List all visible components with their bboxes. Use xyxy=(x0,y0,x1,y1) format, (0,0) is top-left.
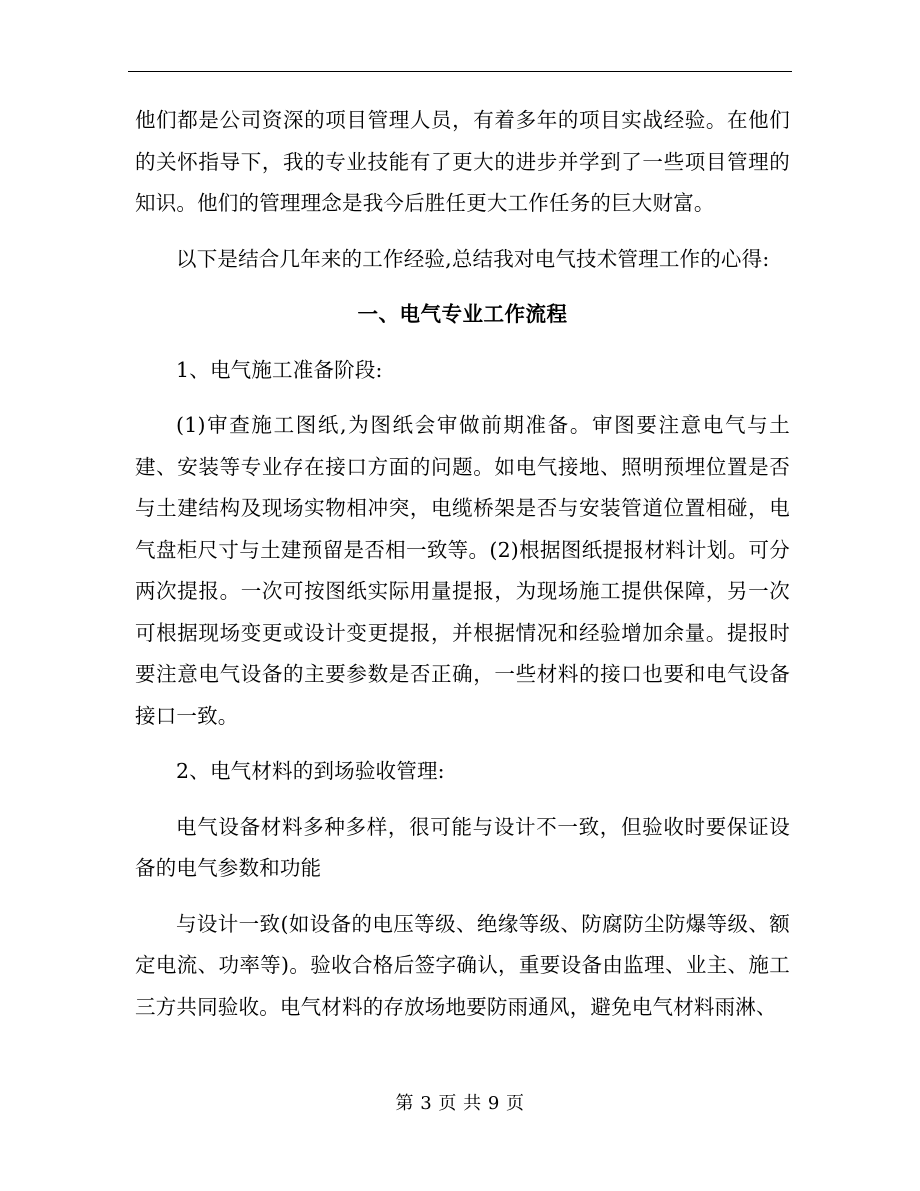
paragraph-preparation: (1)审查施工图纸,为图纸会审做前期准备。审图要注意电气与土建、安装等专业存在接口方面的问题。如电气接地、照明预埋位置是否与土建结构及现场实物相冲突，电缆桥架是否与安装管道位置相碰，电气盘柜尺寸与土建预留是否相一致等。(2)根据图纸提报材料计划。可分两次提报。一次可按图纸实际用量提报，为现场施工提供保障，另一次可根据现场变更或设计变更提报，并根据情况和经验增加余量。提报时要注意电气设备的主要参数是否正确，一些材料的接口也要和电气设备接口一致。 xyxy=(135,413,790,728)
page-footer xyxy=(0,1092,920,1116)
subheading-acceptance: 2、电气材料的到场验收管理: xyxy=(176,759,445,783)
footer-suffix: 页 xyxy=(506,1093,525,1114)
paragraph-intro: 以下是结合几年来的工作经验,总结我对电气技术管理工作的心得: xyxy=(176,246,770,271)
footer-total-pages: 9 xyxy=(487,1093,500,1114)
paragraph-acceptance-2: 与设计一致(如设备的电压等级、绝缘等级、防腐防尘防爆等级、额定电流、功率等)。验收合格后签字确认，重要设备由监理、业主、施工三方共同验收。电气材料的存放场地要防雨通风，避免电气材料雨淋、 xyxy=(135,911,790,1019)
footer-current-page: 3 xyxy=(420,1093,433,1114)
paragraph-acceptance-1: 电气设备材料多种多样，很可能与设计不一致，但验收时要保证设备的电气参数和功能 xyxy=(135,814,790,880)
footer-middle: 页 共 xyxy=(438,1093,482,1114)
section-heading: 一、电气专业工作流程 xyxy=(357,302,568,326)
document-body xyxy=(135,100,790,1028)
header-rule xyxy=(128,71,792,72)
footer-prefix: 第 xyxy=(395,1093,414,1114)
paragraph-continued: 他们都是公司资深的项目管理人员，有着多年的项目实战经验。在他们的关怀指导下，我的专业技能有了更大的进步并学到了一些项目管理的知识。他们的管理理念是我今后胜任更大工作任务的巨大财富。 xyxy=(135,108,790,215)
subheading-preparation: 1、电气施工准备阶段: xyxy=(176,357,383,382)
